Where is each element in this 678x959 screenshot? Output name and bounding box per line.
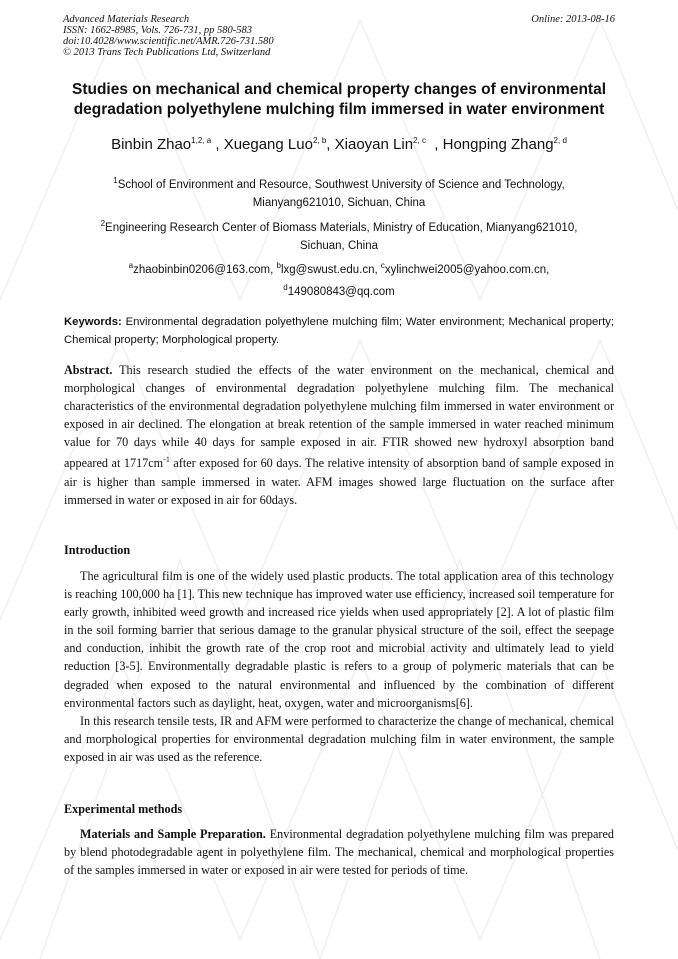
title-line-1: Studies on mechanical and chemical property changes of environmental bbox=[71, 81, 607, 98]
intro-paragraph-1: The agricultural film is one of the widely used plastic products. The total application area of this technology is reaching 100,000 ha [1]. This new technique has improved water use efficiency, increased soil temperature for early growth, inhibited weed growth and increased rice yields when used appropriately [2]. A lot of plastic film in the soil forming barrier that serious damage to the granular physical structure of the soil, effect the seepage and conduction, inhibit the growth rate of the crop root and microbial activity and ultimately lead to yield reduction [3-5]. Environmentally degradable plastic is refers to a group of polymeric materials that can be degraded when exposed to the natural environmental and influenced by the combination of different environmental factors such as daylight, heat, oxygen, water and microorganisms[6]. bbox=[64, 569, 614, 710]
abstract-sup: -1 bbox=[163, 455, 170, 465]
aff-line: Engineering Research Center of Biomass Materials, Ministry of Education, Mianyang621010, bbox=[105, 221, 578, 234]
author-name: Xiaoyan Lin bbox=[334, 136, 414, 153]
affiliation-1 bbox=[60, 172, 618, 212]
journal-header bbox=[63, 14, 615, 58]
author-sup: 2, c bbox=[413, 136, 426, 145]
email-sup: b bbox=[276, 261, 281, 270]
methods-body bbox=[64, 825, 614, 879]
methods-heading: Experimental methods bbox=[64, 802, 183, 816]
author-name: Xuegang Luo bbox=[223, 136, 313, 153]
email-a[interactable]: zhaobinbin0206@163.com, bbox=[133, 263, 274, 276]
email-c[interactable]: xylinchwei2005@yahoo.com.cn, bbox=[384, 263, 550, 276]
methods-text: Environmental degradation polyethylene mulching film was prepared by blend photodegradable agent in polyethylene film. The mechanical, chemical and morphological properties of the samples immersed in water or exposed in air were tested for periods of time. bbox=[64, 827, 614, 878]
email-list bbox=[60, 257, 618, 301]
author-list: Binbin Zhao$^{1,2, a}$ , Xuegang Luo$^{2, b}$, Xiaoyan Lin$^{2, c}$ , Hongping Zhang$^{2, d}$ bbox=[111, 136, 567, 153]
affiliation-2 bbox=[60, 215, 618, 255]
abstract-text: This research studied the effects of the water environment on the mechanical, chemical and morphological changes of environmental degradation polyethylene mulching film. The mechanical characteristics of the environmental degradation polyethylene mulching film immersed in water environment or exposed in air declined. The elongation at break retention of the sample immersed in water reached minimum value for 70 days while 40 days for sample exposed in air. FTIR showed new hydroxyl absorption band appeared at 1717cm bbox=[64, 363, 614, 471]
keywords-label: Keywords: bbox=[64, 316, 122, 328]
introduction-heading: Introduction bbox=[64, 543, 131, 557]
issn-line: ISSN: 1662-8985, Vols. 726-731, pp 580-583 bbox=[63, 25, 252, 36]
author-sup: 1,2, a bbox=[191, 136, 212, 145]
author-sup: 2, d bbox=[553, 136, 567, 145]
keywords-text: Environmental degradation polyethylene mulching film; Water environment; Mechanical property; Chemical property; Morphological property. bbox=[64, 316, 614, 346]
paper-title bbox=[40, 80, 638, 120]
introduction-body bbox=[64, 567, 614, 766]
keywords bbox=[64, 313, 614, 349]
email-sup: d bbox=[283, 282, 288, 292]
title-line-2: degradation polyethylene mulching film immersed in water environment bbox=[73, 101, 605, 118]
aff-number: 1 bbox=[113, 176, 118, 185]
aff-line: School of Environment and Resource, Southwest University of Science and Technology, bbox=[117, 178, 565, 191]
intro-paragraph-2: In this research tensile tests, IR and AFM were performed to characterize the change of mechanical, chemical and morphological properties for environmental degradation mulching film in water environment, the sample exposed in air was used as the reference. bbox=[64, 713, 614, 764]
copyright-line: © 2013 Trans Tech Publications Ltd, Switzerland bbox=[63, 47, 271, 58]
author-name: Hongping Zhang bbox=[442, 136, 554, 153]
email-sup: c bbox=[380, 261, 385, 270]
methods-lead: Materials and Sample Preparation. bbox=[80, 827, 266, 841]
journal-name: Advanced Materials Research bbox=[63, 14, 190, 25]
author-sup: 2, b bbox=[312, 136, 327, 145]
email-b[interactable]: lxg@swust.edu.cn, bbox=[280, 263, 378, 276]
abstract-label: Abstract. bbox=[64, 363, 113, 377]
abstract-text-2: after exposed for 60 days. The relative intensity of absorption band of sample exposed in air is higher than sample immersed in water. AFM images showed large fluctuation on the surface after immersed in water or exposed in air for 60days. bbox=[64, 456, 614, 507]
aff-line: Mianyang621010, Sichuan, China bbox=[252, 196, 426, 209]
aff-number: 2 bbox=[100, 219, 106, 228]
abstract bbox=[64, 361, 614, 509]
author-name: Binbin Zhao bbox=[111, 136, 192, 153]
email-d[interactable]: 149080843@qq.com bbox=[287, 285, 395, 298]
aff-line: Sichuan, China bbox=[300, 239, 378, 252]
online-date: Online: 2013-08-16 bbox=[531, 14, 615, 25]
email-sup: a bbox=[128, 261, 134, 270]
doi-line: doi:10.4028/www.scientific.net/AMR.726-731.580 bbox=[63, 36, 274, 47]
